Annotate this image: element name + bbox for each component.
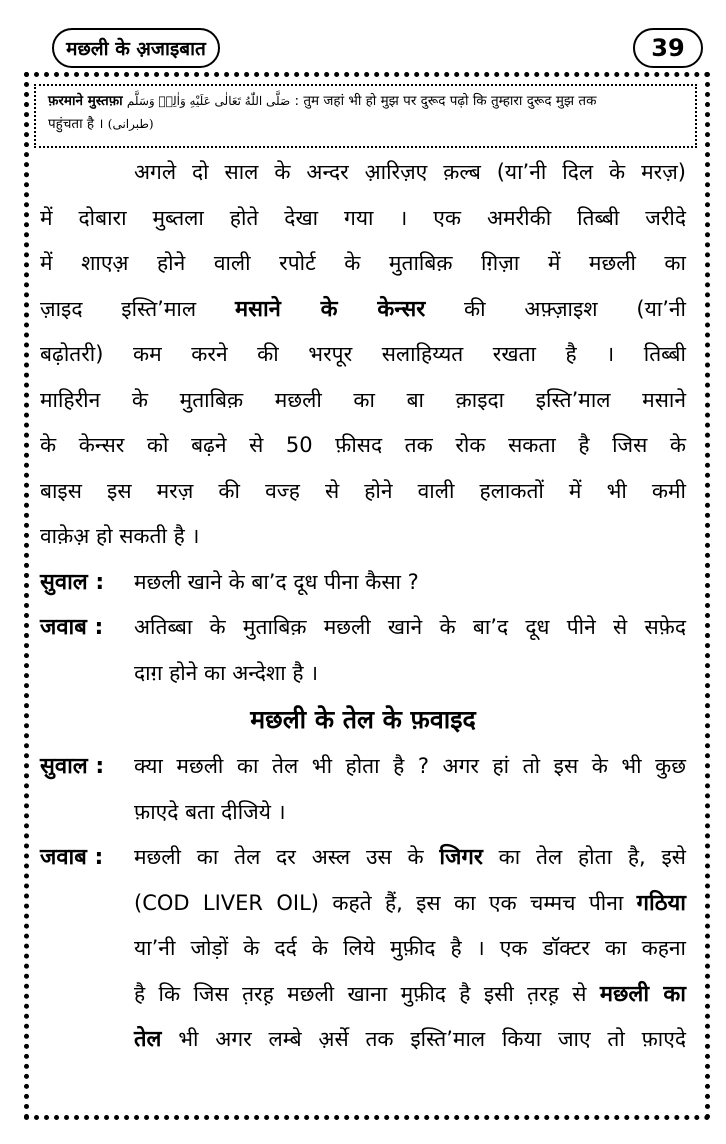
paragraph-line: वाक़ेअ़ हो सकती है । [40, 524, 200, 548]
paragraph-line: में शाएअ़ होने वाली रपोर्ट के मुताबिक़ ग़िज़ा में मछली का [40, 251, 686, 275]
answer-line-mixed [40, 972, 686, 1018]
question-label: सुवाल : [40, 569, 105, 595]
question-row [40, 744, 686, 790]
hadith-box [34, 84, 697, 148]
paragraph-line: के केन्सर को बढ़ने से 50 फ़ीसद तक रोक सकता है जिस के [40, 433, 686, 457]
answer-text: दाग़ होने का अन्देशा है । [134, 660, 319, 685]
text-span: मछली का तेल दर अस्ल उस के [134, 845, 424, 869]
answer-row [40, 835, 686, 881]
text-span: का तेल होता है, इसे [498, 845, 686, 869]
paragraph-line: बाइस इस मरज़ की वज्ह से होने वाली हलाकतों में भी कमी [40, 478, 686, 503]
page-number: 39 [633, 28, 703, 68]
bold-term: मसाने के केन्सर [234, 296, 426, 322]
text-span: है कि जिस त़रह़ मछली खाना मुफ़ीद है इसी त़रह़ से [134, 981, 587, 1006]
paragraph-line: माहिरीन के मुताबिक़ मछली का बा क़ाइदा इस्ति’माल मसाने [40, 387, 686, 412]
answer-label: जवाब : [40, 615, 104, 640]
question-label: सुवाल : [40, 754, 105, 779]
answer-line-mixed [40, 1017, 686, 1063]
answer-text: अतिब्बा के मुताबिक़ मछली खाने के बा’द दूध पीने से सफ़ेद [134, 615, 686, 639]
answer-line: या’नी जोड़ों के दर्द के लिये मुफ़ीद है । एक डॉक्टर का कहना [134, 936, 686, 960]
hadith-text-line2: पहुंचता है । [48, 116, 104, 132]
question-text: क्या मछली का तेल भी होता है ? अगर हां तो इस के भी कुछ [134, 754, 686, 778]
paragraph-line-mixed [40, 287, 686, 333]
arabic-salutation: صَلَّى اللّٰهُ تَعَالٰى عَلَيْهِ وَاٰلِهٖ وَسَلَّم [126, 94, 291, 108]
question-row [40, 560, 686, 606]
bold-term: तेल [134, 1027, 162, 1052]
text-span: भी अगर लम्बे अ़र्से तक इस्ति’माल किया जाए तो फ़ाएदे [178, 1027, 686, 1051]
page-body [40, 150, 686, 1063]
bold-term: जिगर [439, 845, 483, 870]
answer-text-mixed [134, 835, 686, 881]
book-title: मछली के अ़जाइबात [52, 28, 220, 68]
hadith-text-line1: : तुम जहां भी हो मुझ पर दुरूद पढ़ो कि तुम्हारा दुरूद मुझ तक [294, 93, 597, 109]
question-text: मछली खाने के बा’द दूध पीना कैसा ? [134, 569, 419, 594]
bold-term: मछली का [599, 981, 686, 1007]
text-span: की अफ़्ज़ाइश (या’नी [464, 296, 686, 321]
section-heading: मछली के तेल के फ़वाइद [250, 705, 476, 734]
bold-term: गठिया [636, 890, 686, 916]
answer-line-mixed [40, 881, 686, 927]
hadith-source: (طبرانی) [107, 117, 154, 131]
answer-label: जवाब : [40, 845, 104, 870]
paragraph-line: में दोबारा मुब्तला होते देखा गया । एक अमरीकी तिब्बी जरीदे [40, 205, 686, 230]
text-span: (COD LIVER OIL) कहते हैं, इस का एक चम्मच पीना [134, 890, 624, 915]
paragraph-line: बढ़ोतरी) कम करने की भरपूर सलाहिय्यत रखता है । तिब्बी [40, 342, 686, 366]
hadith-label: फ़रमाने मुस्तफ़ा [48, 93, 123, 109]
text-span: ज़ाइद इस्ति’माल [40, 296, 197, 321]
question-text: फ़ाएदे बता दीजिये । [134, 799, 286, 824]
answer-row [40, 605, 686, 651]
paragraph-line: अगले दो साल के अन्दर आ़रिज़ए क़ल्ब (या’नी दिल के मरज़) [134, 160, 686, 184]
